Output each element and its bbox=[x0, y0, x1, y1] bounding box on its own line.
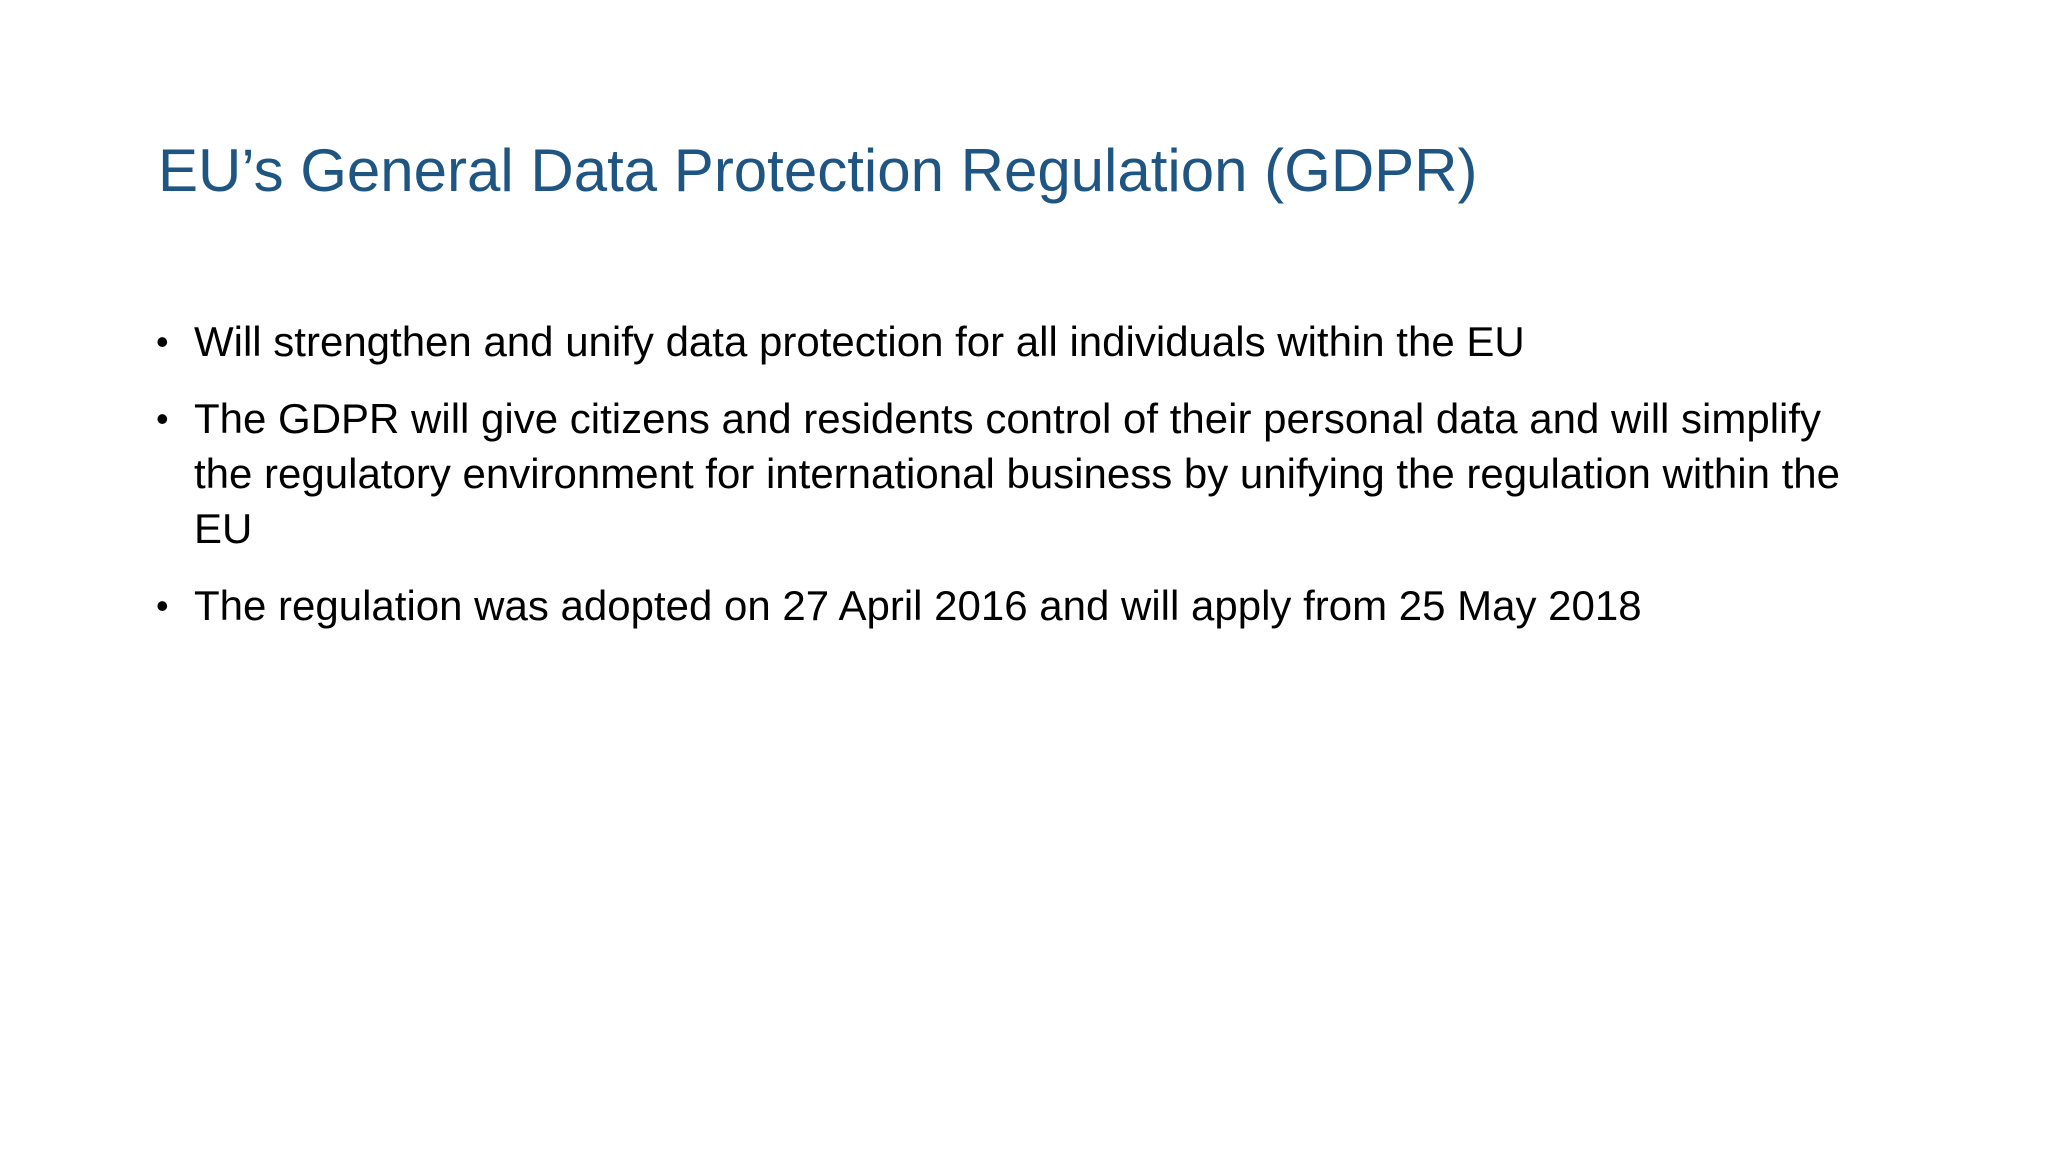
bullet-item bbox=[156, 391, 1876, 556]
bullet-text: The GDPR will give citizens and residents control of their personal data and will simplify the regulatory environment for international business by unifying the regulation within the EU bbox=[194, 395, 1840, 552]
bullet-text: The regulation was adopted on 27 April 2016 and will apply from 25 May 2018 bbox=[194, 582, 1642, 629]
bullet-item bbox=[156, 578, 1876, 633]
bullet-marker: • bbox=[156, 585, 169, 626]
slide-title: EU’s General Data Protection Regulation (GDPR) bbox=[158, 137, 1478, 204]
bullet-item bbox=[156, 314, 1876, 369]
bullet-text: Will strengthen and unify data protection for all individuals within the EU bbox=[194, 318, 1525, 365]
bullet-list bbox=[156, 314, 1876, 655]
bullet-marker: • bbox=[156, 398, 169, 439]
bullet-marker: • bbox=[156, 321, 169, 362]
